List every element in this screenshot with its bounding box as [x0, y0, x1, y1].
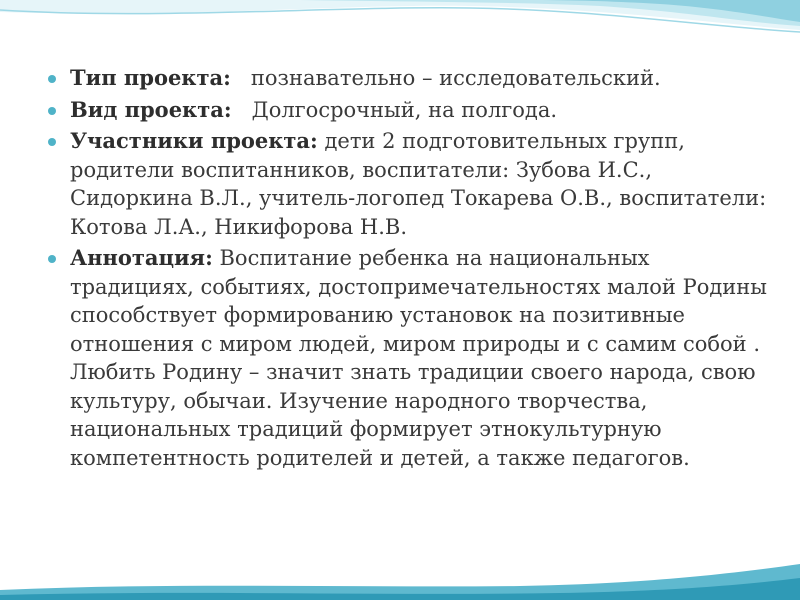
item-label: Аннотация:	[70, 245, 213, 270]
bullet-icon	[48, 75, 56, 83]
bullet-icon	[48, 138, 56, 146]
bottom-wave-decoration	[0, 560, 800, 600]
bullet-item-project-kind	[48, 96, 768, 125]
bullet-item-participants	[48, 127, 768, 241]
bullet-item-project-type	[48, 64, 768, 93]
bullet-list	[48, 64, 768, 472]
item-text: познавательно – исследовательский.	[230, 66, 661, 90]
item-text: Долгосрочный, на полгода.	[231, 97, 558, 122]
bullet-icon	[48, 255, 56, 263]
slide-content	[48, 64, 768, 475]
item-label: Участники проекта:	[70, 128, 318, 153]
top-wave-decoration	[0, 0, 800, 60]
bullet-icon	[48, 107, 56, 115]
item-text: Воспитание ребенка на национальных традициях, событиях, достопримечательностях малой Родины способствует формированию установок на позитивные отношения с миром людей, миром природы и с самим собой . Любить Родину – значит знать традиции своего народа, свою культуру, обычаи. Изучение народного творчества, национальных традиций формирует этнокультурную компетентность родителей и детей, а также педагогов.	[70, 246, 767, 470]
bullet-item-annotation	[48, 244, 768, 472]
item-text: дети 2 подготовительных групп, родители воспитанников, воспитатели: Зубова И.С., Сидоркина В.Л., учитель-логопед Токарева О.В., воспитатели: Котова Л.А., Никифорова Н.В.	[70, 129, 767, 239]
item-label: Тип проекта:	[70, 65, 231, 90]
item-label: Вид проекта:	[70, 96, 232, 122]
